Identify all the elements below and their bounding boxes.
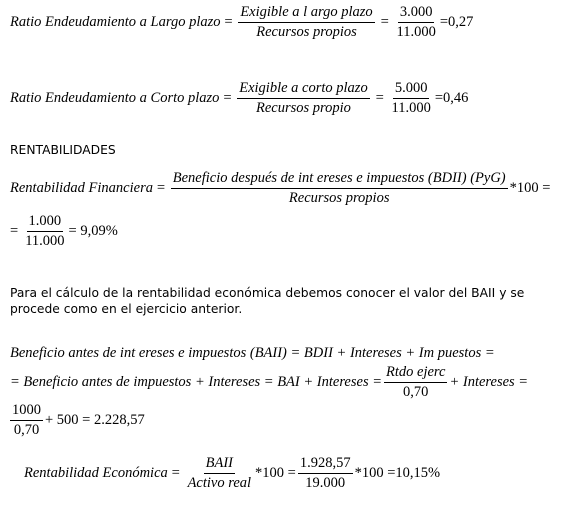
fraction-denominator: Activo real xyxy=(187,475,252,491)
financial-profitability-label: Rentabilidad Financiera xyxy=(10,180,153,196)
short-term-fraction xyxy=(237,80,369,117)
financial-profitability-tail: *100 = xyxy=(509,180,551,196)
fraction-denominator: 0,70 xyxy=(403,384,429,400)
ratio-short-term-debt-equation: Ratio Endeudamiento a Corto plazo = $\frac{\text{Exigible a corto plazo}}{\text{Recursos propio}}$ = $\frac{5.000}{11.000}$ =0,46 xyxy=(10,80,469,116)
long-term-result: =0,27 xyxy=(439,14,474,30)
fraction-numerator: 5.000 xyxy=(393,80,430,99)
financial-profitability-equation: Rentabilidad Financiera = $\frac{\text{Beneficio después de int ereses e impuestos (BDII) (PyG)}}{\text{Recursos propios}}$ *100 = xyxy=(10,170,551,206)
fraction-denominator: Recursos propios xyxy=(256,24,357,40)
fraction-numerator: 1.928,57 xyxy=(298,455,353,474)
fraction-numerator: BAII xyxy=(204,455,235,474)
ratio-short-term-label: Ratio Endeudamiento a Corto plazo xyxy=(10,90,220,106)
short-term-values-fraction xyxy=(390,80,433,117)
economic-profitability-equation: Rentabilidad Económica = $\frac{\text{BAII}}{\text{Activo real}}$ *100 = $\frac{1.928,57}{19.000}$ *100 =10,15% xyxy=(24,455,441,491)
baii-definition-equation xyxy=(10,345,495,362)
long-term-values-fraction xyxy=(394,4,437,41)
fraction-numerator: Exigible a corto plazo xyxy=(237,80,369,99)
baii-derivation-equation xyxy=(10,364,528,401)
financial-profitability-fraction xyxy=(171,170,508,207)
fraction-denominator: Recursos propios xyxy=(288,190,390,206)
baii-definition-text: Beneficio antes de int ereses e impuestos (BAII) = BDII + Intereses + Im puestos = xyxy=(10,345,495,361)
explanatory-paragraph: Para el cálculo de la rentabilidad económica debemos conocer el valor del BAII y se procede como en el ejercicio anterior. xyxy=(10,286,525,316)
fraction-numerator: 3.000 xyxy=(398,4,435,23)
baii-value-result: + 500 = 2.228,57 xyxy=(45,412,145,428)
rentabilidades-heading: RENTABILIDADES xyxy=(10,143,116,157)
rtdo-ejerc-fraction xyxy=(384,364,447,401)
fraction-numerator: Exigible a l argo plazo xyxy=(238,4,374,23)
long-term-fraction xyxy=(238,4,374,41)
fraction-numerator: 1.000 xyxy=(27,213,64,232)
fraction-denominator: 19.000 xyxy=(305,475,346,491)
fraction-denominator: 11.000 xyxy=(396,24,436,40)
fraction-denominator: 11.000 xyxy=(25,233,65,249)
ratio-long-term-label: Ratio Endeudamiento a Largo plazo xyxy=(10,14,221,30)
fraction-denominator: Recursos propio xyxy=(256,100,351,116)
fraction-numerator: Beneficio después de int ereses e impuestos (BDII) (PyG) xyxy=(171,170,508,189)
fraction-denominator: 0,70 xyxy=(13,422,40,438)
fraction-numerator: 1000 xyxy=(10,402,43,421)
baii-value-equation xyxy=(10,402,145,439)
economic-profitability-result: *100 =10,15% xyxy=(354,465,441,481)
economic-profitability-fraction xyxy=(186,455,253,492)
fraction-denominator: 11.000 xyxy=(391,100,431,116)
baii-derivation-tail: + Intereses = xyxy=(449,374,529,390)
financial-profitability-result: = 9,09% xyxy=(68,223,118,239)
baii-value-fraction xyxy=(10,402,43,439)
fraction-numerator: Rtdo ejerc xyxy=(384,364,447,383)
economic-values-fraction xyxy=(298,455,353,492)
short-term-result: =0,46 xyxy=(434,90,469,106)
financial-result-fraction xyxy=(23,213,66,250)
economic-profitability-label: Rentabilidad Económica xyxy=(24,465,168,481)
ratio-long-term-debt-equation: Ratio Endeudamiento a Largo plazo = $\frac{\text{Exigible a l argo plazo}}{\text{Recursos propios}}$ = $\frac{3.000}{11.000}$ =0,27 xyxy=(10,4,474,40)
baii-derivation-text: = Beneficio antes de impuestos + Intereses = BAI + Intereses = xyxy=(10,374,382,390)
economic-profitability-mid: *100 = xyxy=(255,465,296,481)
financial-profitability-result-equation: = $\frac{1.000}{11.000}$ = 9,09% xyxy=(10,213,118,249)
